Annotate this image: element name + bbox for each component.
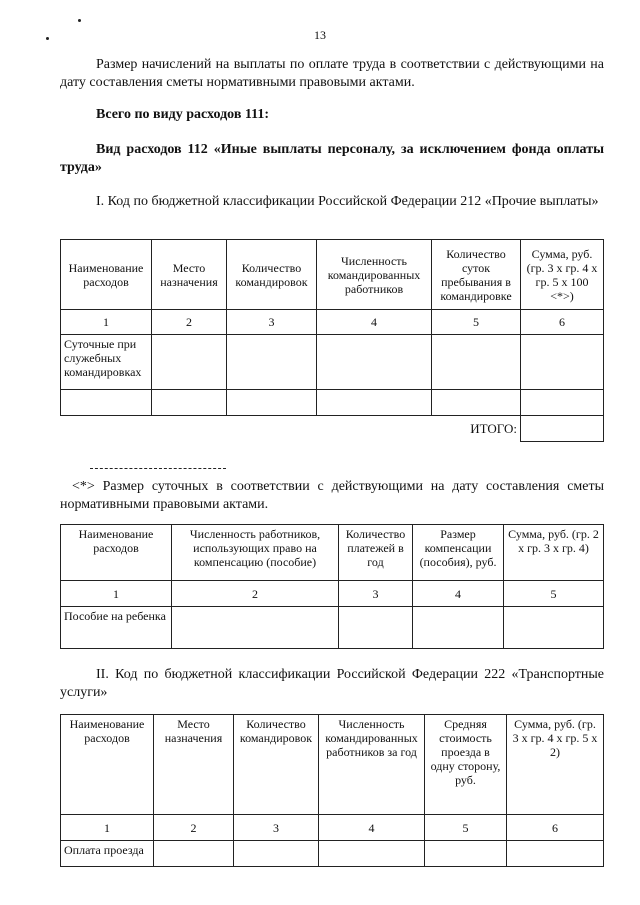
row-label: Пособие на ребенка xyxy=(61,607,172,649)
empty-cell xyxy=(152,390,227,416)
number-cell: 3 xyxy=(234,815,319,841)
number-cell: 1 xyxy=(61,310,152,335)
intro-paragraph: Размер начислений на выплаты по оплате труда в соответствии с действующими на дату составления сметы нормативными правовыми актами. xyxy=(60,57,604,90)
total-row xyxy=(61,416,604,442)
row-label: Суточные при служебных командировках xyxy=(61,335,152,390)
header-cell: Численность командированных работников за год xyxy=(319,715,425,815)
total-label: ИТОГО: xyxy=(470,420,517,436)
header-cell: Место назначения xyxy=(154,715,234,815)
empty-cell xyxy=(172,607,339,649)
table-header-row xyxy=(61,715,604,815)
number-cell: 4 xyxy=(317,310,432,335)
empty-cell xyxy=(339,607,413,649)
empty-cell xyxy=(227,335,317,390)
number-cell: 6 xyxy=(521,310,604,335)
header-cell: Численность работников, использующих право на компенсацию (пособие) xyxy=(172,525,339,581)
empty-cell xyxy=(521,390,604,416)
header-cell: Количество командировок xyxy=(227,240,317,310)
empty-cell xyxy=(504,607,604,649)
column-number-row xyxy=(61,310,604,335)
empty-cell xyxy=(234,841,319,867)
header-cell: Наименование расходов xyxy=(61,525,172,581)
number-cell: 2 xyxy=(154,815,234,841)
footnote-separator xyxy=(90,468,226,469)
total-value-cell xyxy=(521,416,604,442)
table-child-benefit xyxy=(60,524,604,649)
header-cell: Количество платежей в год xyxy=(339,525,413,581)
total-111: Всего по виду расходов 111: xyxy=(96,107,270,122)
empty-cell xyxy=(432,390,521,416)
row-label: Оплата проезда xyxy=(61,841,154,867)
header-cell: Сумма, руб. (гр. 3 x гр. 4 x гр. 5 x 100 <*>) xyxy=(521,240,604,310)
column-number-row xyxy=(61,815,604,841)
empty-cell xyxy=(432,335,521,390)
empty-cell xyxy=(317,390,432,416)
number-cell: 2 xyxy=(152,310,227,335)
table-row xyxy=(61,335,604,390)
column-number-row xyxy=(61,581,604,607)
table-header-row xyxy=(61,240,604,310)
empty-cell xyxy=(507,841,604,867)
header-cell: Сумма, руб. (гр. 2 x гр. 3 x гр. 4) xyxy=(504,525,604,581)
section-222-heading: II. Код по бюджетной классификации Российской Федерации 222 «Транспортные услуги» xyxy=(60,667,604,700)
table-row xyxy=(61,841,604,867)
empty-cell xyxy=(521,335,604,390)
number-cell: 5 xyxy=(432,310,521,335)
table-header-row xyxy=(61,525,604,581)
empty-cell xyxy=(152,335,227,390)
number-cell: 1 xyxy=(61,815,154,841)
header-cell: Количество командировок xyxy=(234,715,319,815)
header-cell: Место назначения xyxy=(152,240,227,310)
header-cell: Средняя стоимость проезда в одну сторону, руб. xyxy=(425,715,507,815)
header-cell: Наименование расходов xyxy=(61,240,152,310)
header-cell: Количество суток пребывания в командировке xyxy=(432,240,521,310)
number-cell: 2 xyxy=(172,581,339,607)
header-cell: Наименование расходов xyxy=(61,715,154,815)
section-212-heading: I. Код по бюджетной классификации Российской Федерации 212 «Прочие выплаты» xyxy=(96,194,599,209)
number-cell: 1 xyxy=(61,581,172,607)
number-cell: 5 xyxy=(504,581,604,607)
table-212 xyxy=(60,239,604,442)
table-row xyxy=(61,390,604,416)
empty-cell xyxy=(154,841,234,867)
page-number: 13 xyxy=(314,28,326,42)
number-cell: 5 xyxy=(425,815,507,841)
empty-cell xyxy=(61,390,152,416)
scan-speck xyxy=(78,19,81,22)
number-cell: 3 xyxy=(339,581,413,607)
header-cell: Численность командированных работников xyxy=(317,240,432,310)
footnote: <*> Размер суточных в соответствии с действующими на дату составления сметы нормативными правовыми актами. xyxy=(60,479,604,512)
number-cell: 4 xyxy=(413,581,504,607)
empty-cell xyxy=(425,841,507,867)
empty-cell xyxy=(317,335,432,390)
scan-speck xyxy=(46,37,49,40)
number-cell: 3 xyxy=(227,310,317,335)
table-222 xyxy=(60,714,604,867)
table-row xyxy=(61,607,604,649)
number-cell: 6 xyxy=(507,815,604,841)
empty-cell xyxy=(319,841,425,867)
number-cell: 4 xyxy=(319,815,425,841)
header-cell: Сумма, руб. (гр. 3 x гр. 4 x гр. 5 x 2) xyxy=(507,715,604,815)
heading-112: Вид расходов 112 «Иные выплаты персоналу, за исключением фонда оплаты труда» xyxy=(60,142,604,175)
empty-cell xyxy=(227,390,317,416)
header-cell: Размер компенсации (пособия), руб. xyxy=(413,525,504,581)
empty-cell xyxy=(413,607,504,649)
